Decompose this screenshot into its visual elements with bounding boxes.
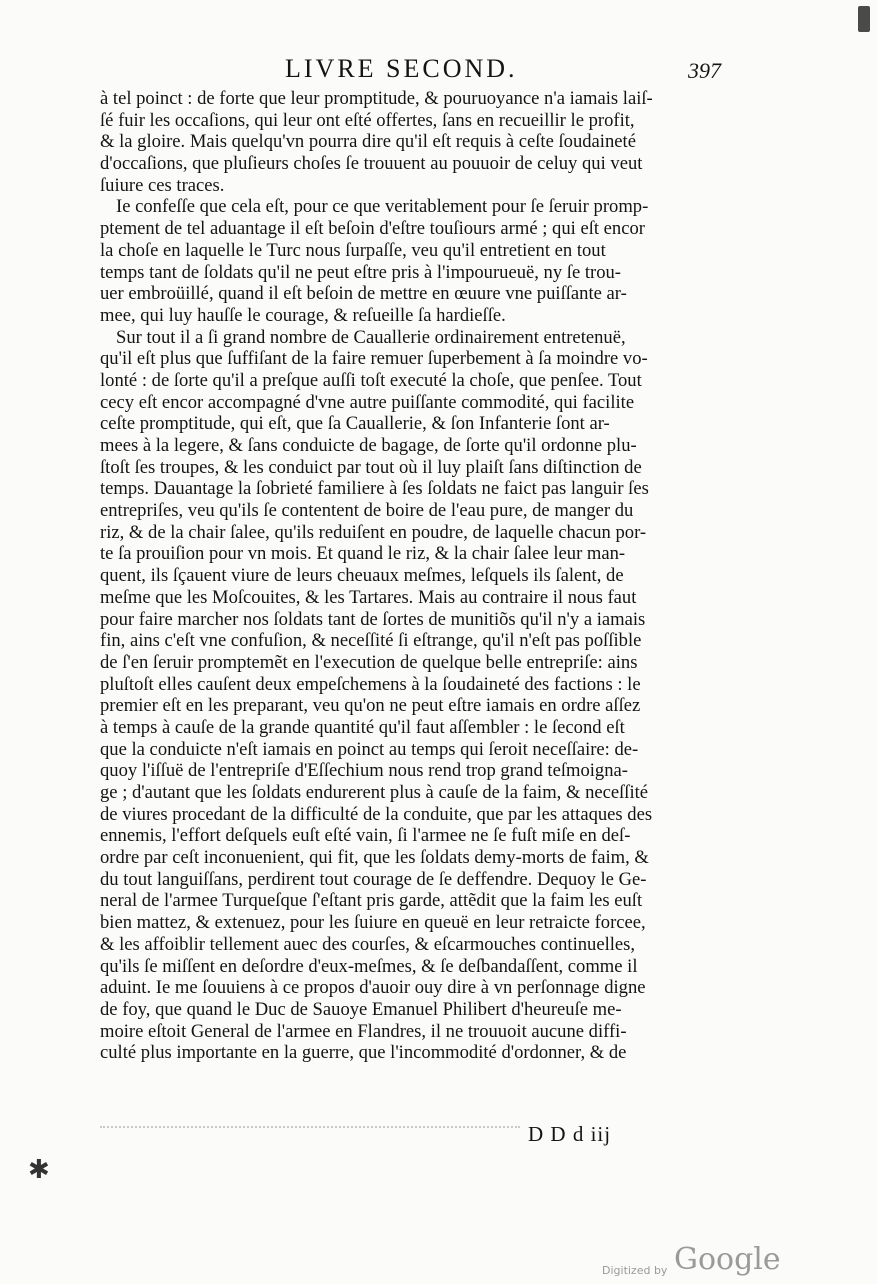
text-line: d'occaſions, que pluſieurs choſes ſe trouuent au pouuoir de celuy qui veut — [100, 153, 643, 175]
text-line: de ſ'en ſeruir promptemẽt en l'execution de quelque belle entrepriſe: ains — [100, 651, 638, 673]
text-line: du tout languiſſans, perdirent tout courage de ſe deffendre. Dequoy le Ge- — [100, 868, 647, 890]
text-line: de foy, que quand le Duc de Sauoye Emanuel Philibert d'heureuſe me- — [100, 998, 622, 1020]
text-line: que la conduicte n'eſt iamais en poinct au temps qui ſeroit neceſſaire: de- — [100, 738, 639, 760]
text-line: & les affoiblir tellement auec des courſes, & eſcarmouches continuelles, — [100, 933, 636, 955]
text-line: neral de l'armee Turqueſque ſ'eſtant pris garde, attẽdit que la faim les euſt — [100, 890, 643, 912]
text-line: mee, qui luy hauſſe le courage, & reſueille ſa hardieſſe. — [100, 304, 506, 326]
text-line: quent, ils ſçauent viure de leurs cheuaux meſmes, leſquels ils ſalent, de — [100, 565, 624, 587]
text-line: ptement de tel aduantage il eſt beſoin d'eſtre touſiours armé ; qui eſt encor — [100, 218, 645, 240]
text-line: te ſa prouiſion pour vn mois. Et quand le riz, & la chair ſalee leur man- — [100, 543, 626, 565]
text-line: uer embroüillé, quand il eſt beſoin de mettre en œuure vne puiſſante ar- — [100, 283, 627, 305]
text-line: meſme que les Moſcouites, & les Tartares. Mais au contraire il nous faut — [100, 586, 637, 608]
signature-mark: D D d iij — [528, 1122, 612, 1146]
text-line: aduint. Ie me ſouuiens à ce propos d'auoir ouy dire à vn perſonnage digne — [100, 977, 646, 999]
body-text — [100, 88, 740, 1064]
text-line: la choſe en laquelle le Turc nous ſurpaſſe, veu qu'il entretient en tout — [100, 239, 606, 261]
text-line: de viures procedant de la difficulté de la conduite, que par les attaques des — [100, 803, 653, 825]
text-line: cecy eſt encor accompagné d'vne autre puiſſante commodité, qui facilite — [100, 391, 635, 413]
text-line: moire eſtoit General de l'armee en Flandres, il ne trouuoit aucune diffi- — [100, 1020, 627, 1042]
text-line: pluſtoſt elles cauſent deux empeſchemens à la ſoudaineté des factions : le — [100, 673, 641, 695]
text-line: ſé fuir les occaſions, qui leur ont eſté offertes, ſans en recueillir le profit, — [100, 109, 635, 131]
print-noise-rule — [100, 1126, 520, 1132]
margin-ornament-icon: ✱ — [28, 1155, 50, 1184]
watermark-prefix: Digitized by — [602, 1264, 668, 1277]
text-line: entrepriſes, veu qu'ils ſe contentent de boire de l'eau pure, de manger du — [100, 500, 634, 522]
text-line: quoy l'iſſuë de l'entrepriſe d'Eſſechium nous rend trop grand teſmoigna- — [100, 760, 628, 782]
text-line: ge ; d'autant que les ſoldats endurerent plus à cauſe de la faim, & neceſſité — [100, 782, 649, 803]
text-line: premier eſt en les preparant, veu qu'on ne peut eſtre iamais en ordre aſſez — [100, 695, 641, 717]
text-line: ennemis, l'effort deſquels euſt eſté vain, ſi l'armee ne ſe fuſt miſe en deſ- — [100, 825, 631, 847]
text-line: & la gloire. Mais quelqu'vn pourra dire qu'il eſt requis à ceſte ſoudaineté — [100, 131, 636, 153]
running-title: LIVRE SECOND. — [285, 54, 518, 83]
text-line: temps tant de ſoldats qu'il ne peut eſtre pris à l'impourueuë, ny ſe trou- — [100, 261, 621, 283]
text-line: Sur tout il a ſi grand nombre de Cauallerie ordinairement entretenuë, — [116, 326, 626, 348]
text-line: qu'il eſt plus que ſuffiſant de la faire remuer ſuperbement à ſa moindre vo- — [100, 348, 648, 370]
text-line: temps. Dauantage la ſobrieté familiere à ſes ſoldats ne faict pas languir ſes — [100, 478, 649, 500]
page-header — [0, 52, 877, 84]
text-line: ceſte promptitude, qui eſt, que ſa Cauallerie, & ſon Infanterie ſont ar- — [100, 413, 610, 435]
text-line: Ie confeſſe que cela eſt, pour ce que veritablement pour ſe ſeruir promp- — [116, 196, 649, 218]
text-line: ſtoſt ſes troupes, & les conduict par tout où il luy plaiſt ſans diſtinction de — [100, 456, 642, 478]
text-line: bien mattez, & extenuez, pour les ſuiure en queuë en leur retraicte forcee, — [100, 912, 646, 934]
scan-corner-mark — [858, 6, 870, 32]
text-line: riz, & de la chair ſalee, qu'ils reduiſent en poudre, de laquelle chacun por- — [100, 521, 647, 543]
text-line: qu'ils ſe miſſent en deſordre d'eux-meſmes, & ſe deſbandaſſent, comme il — [100, 955, 638, 977]
text-line: ordre par ceſt inconuenient, qui fit, que les ſoldats demy-morts de faim, & — [100, 847, 649, 869]
text-line: à tel poinct : de forte que leur promptitude, & pouruoyance n'a iamais laiſ- — [100, 88, 653, 109]
watermark-brand: Google — [674, 1242, 781, 1277]
text-line: mees à la legere, & ſans conduicte de bagage, de ſorte qu'il ordonne plu- — [100, 435, 637, 456]
text-line: pour faire marcher nos ſoldats tant de ſortes de munitiõs qu'il n'y a iamais — [100, 608, 646, 630]
text-line: lonté : de ſorte qu'il a preſque auſſi toſt executé la choſe, que penſee. Tout — [100, 369, 642, 391]
page-number: 397 — [688, 58, 721, 83]
text-line: ſuiure ces traces. — [100, 174, 225, 196]
text-line: culté plus importante en la guerre, que l'incommodité d'ordonner, & de — [100, 1042, 627, 1064]
text-line: à temps à cauſe de la grande quantité qu'il faut aſſembler : le ſecond eſt — [100, 716, 625, 738]
text-line: fin, ains c'eſt vne confuſion, & neceſſité ſi eſtrange, qu'il n'eſt pas poſſible — [100, 630, 642, 652]
